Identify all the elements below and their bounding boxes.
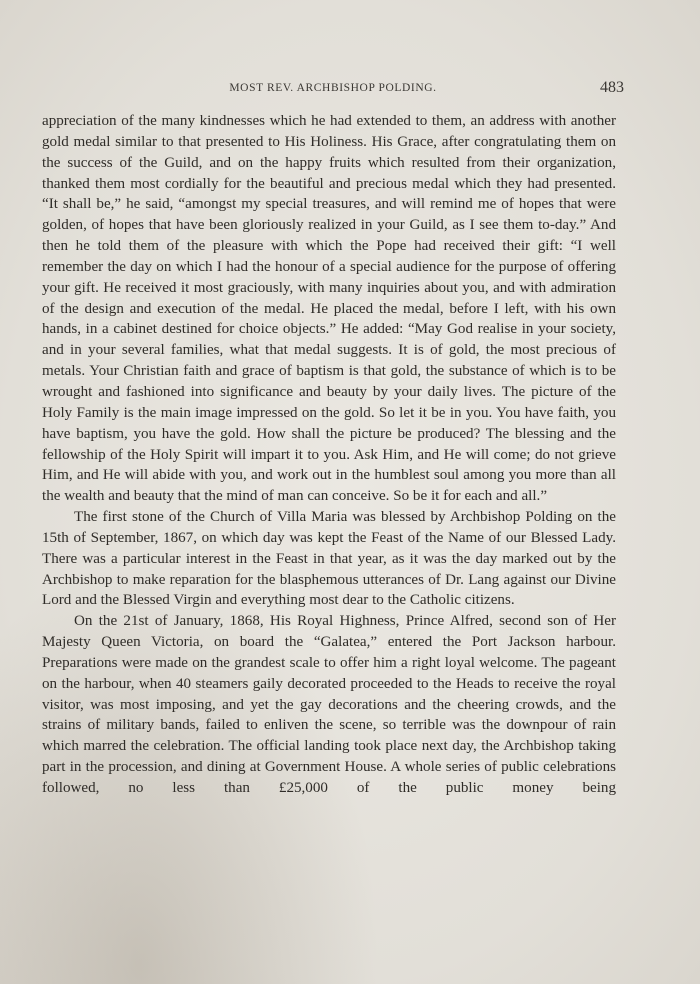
page-number: 483 bbox=[600, 79, 624, 96]
paragraph-3: On the 21st of January, 1868, His Royal Highness, Prince Alfred, second son of Her Majesty Queen Victoria, on board the “Galatea,” entered the Port Jackson harbour. Preparations were made on the grandest scale to offer him a right loyal welcome. The pageant on the harbour, when 40 steamers gaily decorated proceeded to the Heads to receive the royal visitor, was most imposing, and yet the gay decorations and the cheering crowds, and the strains of military bands, failed to enliven the scene, so terrible was the downpour of rain which marred the celebration. The official landing took place next day, the Archbishop taking part in the procession, and dining at Government House. A whole series of public celebrations followed, no less than £25,000 of the public money being bbox=[42, 613, 616, 796]
paragraph-1: appreciation of the many kindnesses which he had extended to them, an address with another gold medal similar to that presented to His Holiness. His Grace, after congratulating them on the success of the Guild, and on the happy fruits which resulted from their organization, thanked them most cordially for the beautiful and precious medal which they had presented. “It shall be,” he said, “amongst my special treasures, and will remind me of hopes that were golden, of hopes that have been gloriously realized in your Guild, as I see them to-day.” And then he told them of the pleasure with which the Pope had received their gift: “I well remember the day on which I had the honour of a special audience for the purpose of offering your gift. He received it most graciously, with many inquiries about you, and with admiration of the design and execution of the medal. He placed the medal, before I left, with his own hands, in a cabinet destined for choice objects.” He added: “May God realise in your society, and in your several families, what that medal suggests. It is of gold, the most precious of metals. Your Christian faith and grace of baptism is that gold, the substance of which is to be wrought and fashioned into significance and beauty by your daily lives. The picture of the Holy Family is the main image impressed on the gold. So let it be in you. You have faith, you have baptism, you have the gold. How shall the picture be produced? The blessing and the fellowship of the Holy Spirit will impart it to you. Ask Him, and He will come; do not grieve Him, and He will abide with you, and work out in the humblest soul among you more than all the wealth and beauty that the mind of man can conceive. So be it for each and all.” bbox=[42, 113, 616, 505]
running-title: MOST REV. ARCHBISHOP POLDING. bbox=[229, 82, 437, 94]
paragraph-2: The first stone of the Church of Villa Maria was blessed by Archbishop Polding on the 15th of September, 1867, on which day was kept the Feast of the Name of our Blessed Lady. There was a particular interest in the Feast in that year, as it was the day marked out by the Archbishop to make reparation for the blasphemous utterances of Dr. Lang against our Divine Lord and the Blessed Virgin and everything most dear to the Catholic citizens. bbox=[42, 509, 616, 609]
body-text bbox=[42, 111, 616, 799]
running-header bbox=[42, 79, 624, 99]
